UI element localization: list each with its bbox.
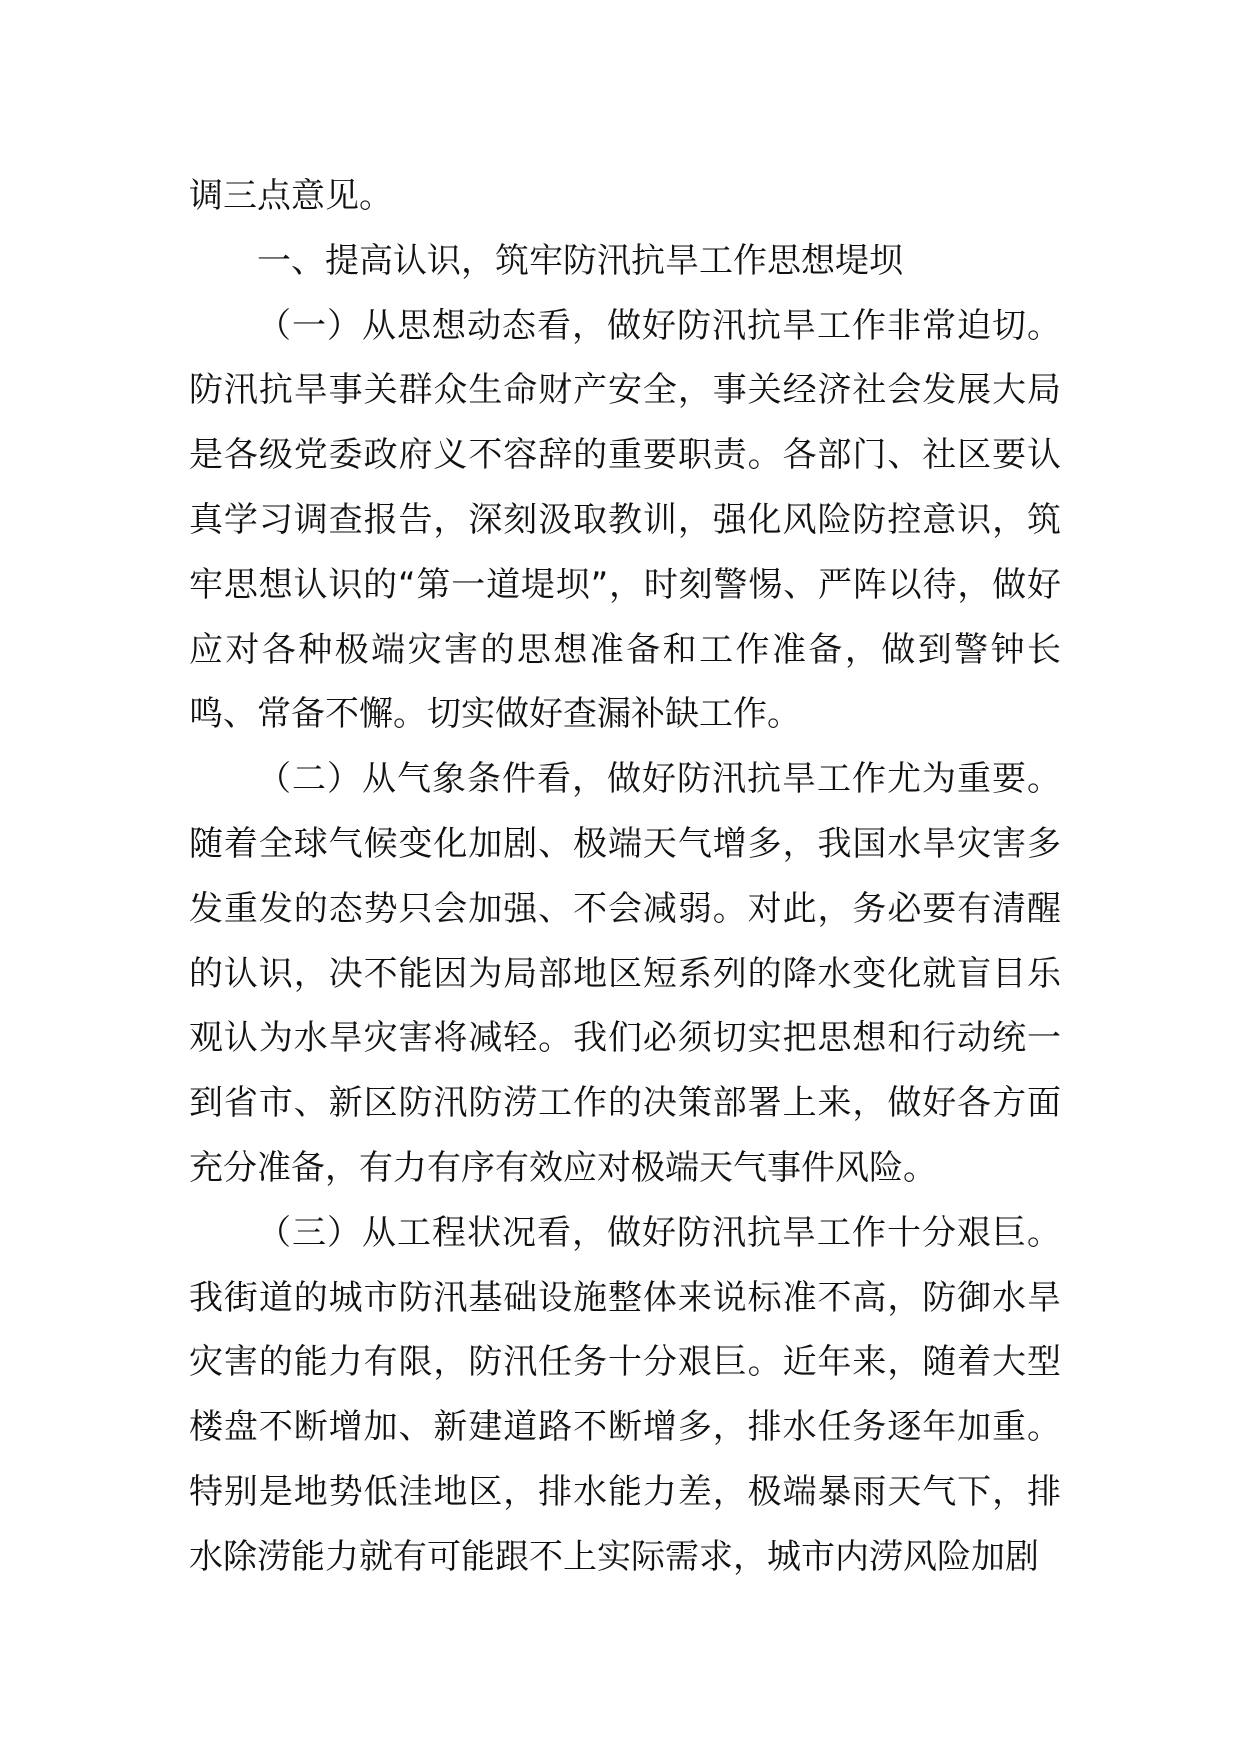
- section-heading-one: 一、提高认识，筑牢防汛抗旱工作思想堤坝: [257, 240, 903, 281]
- paragraph-opening-line: 调三点意见。: [189, 176, 393, 216]
- paragraph-weather-conditions: （二）从气象条件看，做好防汛抗旱工作尤为重要。随着全球气候变化加剧、极端天气增多，我国水旱灾害多发重发的态势只会加强、不会减弱。对此，务必要有清醒的认识，决不能因为局部地区短系列的降水变化就盲目乐观认为水旱灾害将减轻。我们必须切实把思想和行动统一到省市、新区防汛防涝工作的决策部署上来，做好各方面充分准备，有力有序有效应对极端天气事件风险。: [189, 759, 1061, 1188]
- paragraph-engineering-status: （三）从工程状况看，做好防汛抗旱工作十分艰巨。我街道的城市防汛基础设施整体来说标准不高，防御水旱灾害的能力有限，防汛任务十分艰巨。近年来，随着大型楼盘不断增加、新建道路不断增多，排水任务逐年加重。特别是地势低洼地区，排水能力差，极端暴雨天气下，排水除涝能力就有可能跟不上实际需求，城市内涝风险加剧: [189, 1212, 1061, 1577]
- paragraph-thinking-dynamics: （一）从思想动态看，做好防汛抗旱工作非常迫切。防汛抗旱事关群众生命财产安全，事关经济社会发展大局是各级党委政府义不容辞的重要职责。各部门、社区要认真学习调查报告，深刻汲取教训，强化风险防控意识，筑牢思想认识的“第一道堤坝”，时刻警惕、严阵以待，做好应对各种极端灾害的思想准备和工作准备，做到警钟长鸣、常备不懈。切实做好查漏补缺工作。: [189, 305, 1061, 735]
- document-body: [189, 164, 1061, 1590]
